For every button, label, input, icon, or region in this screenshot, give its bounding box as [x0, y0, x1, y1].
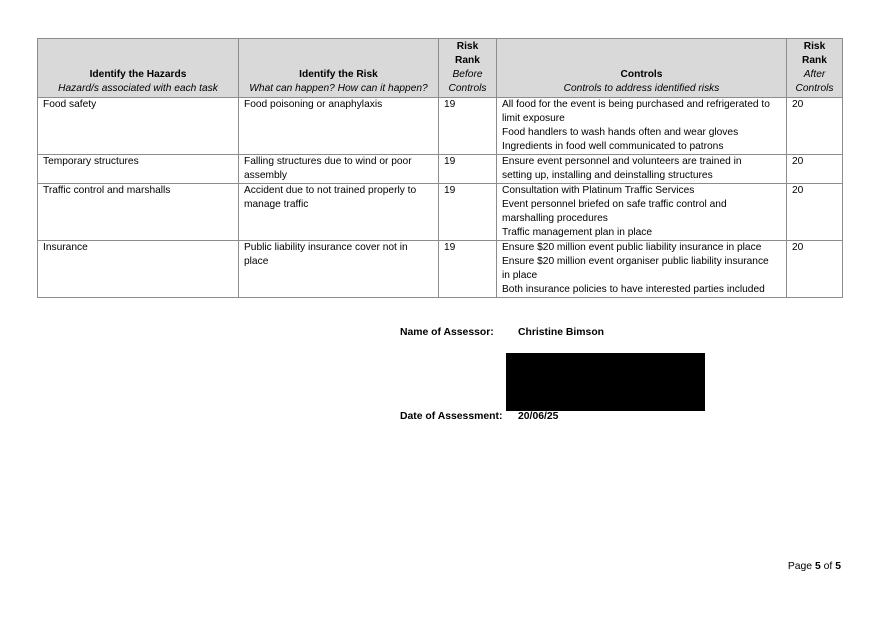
- risk-cell: [239, 184, 439, 241]
- risk-assessment-table: [37, 38, 843, 298]
- cell-line: Ensure $20 million event public liability insurance in place: [502, 242, 762, 253]
- header-title: Risk: [456, 41, 479, 52]
- table-header-row: [38, 39, 843, 98]
- table-row: [38, 98, 843, 155]
- cell-line: Insurance: [43, 242, 88, 253]
- cell-line: Food handlers to wash hands often and wear gloves: [502, 127, 739, 138]
- cell-line: Traffic management plan in place: [502, 227, 653, 238]
- cell-line: Ensure $20 million event organiser public liability insurance: [502, 256, 769, 267]
- column-header: [497, 39, 787, 98]
- hazard-cell: [38, 155, 239, 184]
- table-row: [38, 184, 843, 241]
- column-header: [787, 39, 843, 98]
- assessment-date-label: Date of Assessment:: [400, 411, 503, 422]
- header-subtitle: After: [803, 69, 826, 80]
- hazard-cell: [38, 184, 239, 241]
- risk-rank-before-cell: 19: [439, 155, 497, 184]
- header-subtitle: Hazard/s associated with each task: [58, 83, 218, 94]
- header-title: Risk: [803, 41, 826, 52]
- cell-line: Falling structures due to wind or poor: [244, 156, 412, 167]
- cell-line: manage traffic: [244, 199, 309, 210]
- risk-cell: [239, 98, 439, 155]
- cell-line: Accident due to not trained properly to: [244, 185, 417, 196]
- redacted-signature: [506, 353, 705, 411]
- column-header: [239, 39, 439, 98]
- cell-line: Public liability insurance cover not in: [244, 242, 408, 253]
- header-title: Identify the Hazards: [89, 69, 187, 80]
- risk-rank-after-cell: 20: [787, 184, 843, 241]
- controls-cell: [497, 98, 787, 155]
- cell-line: Event personnel briefed on safe traffic control and: [502, 199, 727, 210]
- hazard-cell: [38, 241, 239, 298]
- cell-line: assembly: [244, 170, 288, 181]
- header-subtitle: Controls to address identified risks: [563, 83, 720, 94]
- cell-line: marshalling procedures: [502, 213, 608, 224]
- cell-line: Food safety: [43, 99, 97, 110]
- table-row: [38, 155, 843, 184]
- cell-line: Food poisoning or anaphylaxis: [244, 99, 383, 110]
- risk-rank-after-cell: 20: [787, 155, 843, 184]
- header-title: Controls: [620, 69, 663, 80]
- header-title: Identify the Risk: [299, 69, 378, 80]
- page-number: Page 5 of 5: [787, 561, 841, 572]
- column-header: [439, 39, 497, 98]
- cell-line: Traffic control and marshalls: [43, 185, 171, 196]
- cell-line: place: [244, 256, 269, 267]
- cell-line: Both insurance policies to have interested parties included: [502, 284, 765, 295]
- controls-cell: [497, 155, 787, 184]
- cell-line: Ingredients in food well communicated to patrons: [502, 141, 724, 152]
- cell-line: Temporary structures: [43, 156, 139, 167]
- cell-line: in place: [502, 270, 538, 281]
- cell-line: Consultation with Platinum Traffic Services: [502, 185, 695, 196]
- cell-line: All food for the event is being purchased and refrigerated to: [502, 99, 770, 110]
- header-title: Rank: [455, 55, 480, 66]
- risk-rank-after-cell: 20: [787, 98, 843, 155]
- table-row: [38, 241, 843, 298]
- cell-line: setting up, installing and deinstalling structures: [502, 170, 713, 181]
- header-subtitle: Controls: [448, 83, 487, 94]
- controls-cell: [497, 241, 787, 298]
- risk-rank-before-cell: 19: [439, 184, 497, 241]
- cell-line: limit exposure: [502, 113, 565, 124]
- assessment-date-value: 20/06/25: [518, 411, 559, 422]
- risk-cell: [239, 241, 439, 298]
- header-subtitle: Before: [452, 69, 483, 80]
- assessor-name-value: Christine Bimson: [518, 327, 605, 338]
- header-subtitle: What can happen? How can it happen?: [249, 83, 428, 94]
- hazard-cell: [38, 98, 239, 155]
- controls-cell: [497, 184, 787, 241]
- risk-rank-before-cell: 19: [439, 98, 497, 155]
- risk-rank-after-cell: 20: [787, 241, 843, 298]
- column-header: [38, 39, 239, 98]
- header-title: Rank: [802, 55, 827, 66]
- assessor-name-label: Name of Assessor:: [400, 327, 494, 338]
- risk-cell: [239, 155, 439, 184]
- header-subtitle: Controls: [795, 83, 834, 94]
- cell-line: Ensure event personnel and volunteers are trained in: [502, 156, 742, 167]
- risk-rank-before-cell: 19: [439, 241, 497, 298]
- table-body: [38, 98, 843, 298]
